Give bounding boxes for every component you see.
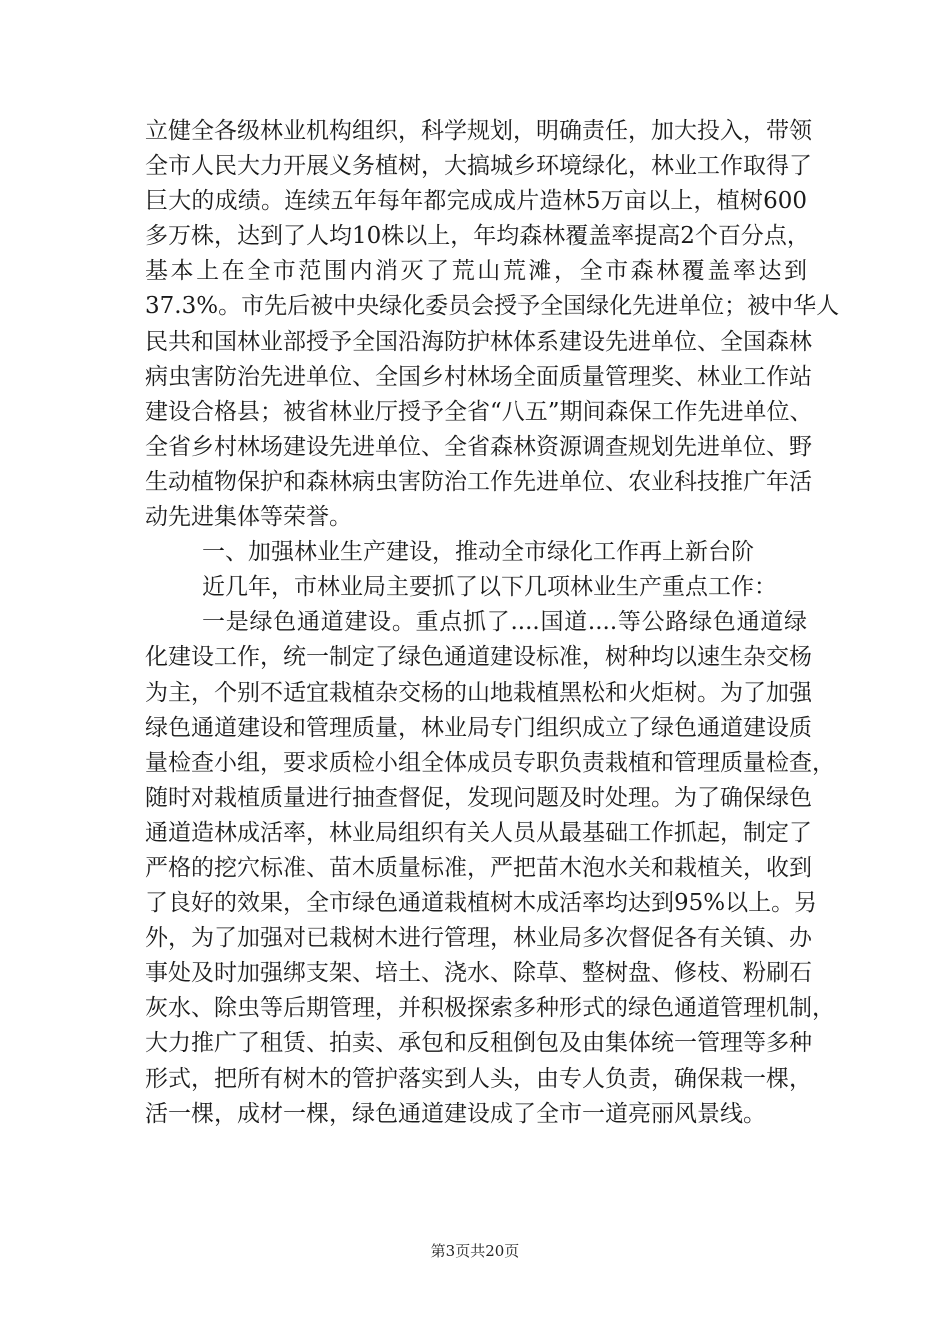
text-line: 活一棵，成材一棵，绿色通道建设成了全市一道亮丽风景线。 bbox=[145, 1100, 766, 1127]
text-line: 立健全各级林业机构组织，科学规划，明确责任，加大投入，带领 bbox=[145, 118, 812, 144]
text-line: 病虫害防治先进单位、全国乡村林场全面质量管理奖、林业工作站 bbox=[145, 363, 812, 390]
text-line: 民共和国林业部授予全国沿海防护林体系建设先进单位、全国森林 bbox=[145, 328, 812, 355]
text-line: 灰水、除虫等后期管理，并积极探索多种形式的绿色通道管理机制， bbox=[145, 995, 835, 1022]
text-line: 为主，个别不适宜栽植杂交杨的山地栽植黑松和火炬树。为了加强 bbox=[145, 679, 812, 706]
text-line: 生动植物保护和森林病虫害防治工作先进单位、农业科技推广年活 bbox=[145, 468, 812, 495]
text-line: 全省乡村林场建设先进单位、全省森林资源调查规划先进单位、野 bbox=[145, 433, 812, 460]
text-line: 动先进集体等荣誉。 bbox=[145, 504, 352, 531]
text-line: 建设合格县；被省林业厅授予全省“八五”期间森保工作先进单位、 bbox=[145, 398, 813, 425]
text-line: 量检查小组，要求质检小组全体成员专职负责栽植和管理质量检查， bbox=[145, 749, 835, 776]
text-line: 巨大的成绩。连续五年每年都完成成片造林5万亩以上，植树600 bbox=[145, 188, 807, 215]
text-line: 化建设工作，统一制定了绿色通道建设标准，树种均以速生杂交杨 bbox=[145, 644, 812, 671]
text-line: 随时对栽植质量进行抽查督促，发现问题及时处理。为了确保绿色 bbox=[145, 784, 812, 811]
text-line: 外，为了加强对已栽树木进行管理，林业局多次督促各有关镇、办 bbox=[145, 925, 812, 952]
text-line: 大力推广了租赁、拍卖、承包和反租倒包及由集体统一管理等多种 bbox=[145, 1030, 812, 1057]
text-line: 近几年，市林业局主要抓了以下几项林业生产重点工作： bbox=[202, 574, 777, 601]
text-line: 严格的挖穴标准、苗木质量标准，严把苗木泡水关和栽植关，收到 bbox=[145, 854, 812, 881]
page-footer bbox=[0, 1240, 950, 1261]
text-line: 基本上在全市范围内消灭了荒山荒滩，全市森林覆盖率达到 bbox=[145, 258, 807, 285]
text-line: 通道造林成活率，林业局组织有关人员从最基础工作抓起，制定了 bbox=[145, 819, 812, 846]
text-line: 事处及时加强绑支架、培土、浇水、除草、整树盘、修枝、粉刷石 bbox=[145, 960, 812, 987]
body-text bbox=[145, 114, 840, 1132]
text-line: 了良好的效果，全市绿色通道栽植树木成活率均达到95%以上。另 bbox=[145, 890, 818, 917]
text-line: 多万株，达到了人均10株以上，年均森林覆盖率提高2个百分点， bbox=[145, 223, 810, 250]
text-line: 一是绿色通道建设。重点抓了....国道....等公路绿色通道绿 bbox=[202, 609, 807, 636]
text-line: 37.3%。市先后被中央绿化委员会授予全国绿化先进单位；被中华人 bbox=[145, 293, 840, 320]
text-line: 绿色通道建设和管理质量，林业局专门组织成立了绿色通道建设质 bbox=[145, 714, 812, 741]
section-heading: 一、加强林业生产建设，推动全市绿化工作再上新台阶 bbox=[202, 539, 754, 566]
text-line: 全市人民大力开展义务植树，大搞城乡环境绿化，林业工作取得了 bbox=[145, 153, 812, 180]
text-line: 形式，把所有树木的管护落实到人头，由专人负责，确保栽一棵， bbox=[145, 1065, 812, 1092]
page-number-label: 第3页共20页 bbox=[430, 1242, 520, 1260]
